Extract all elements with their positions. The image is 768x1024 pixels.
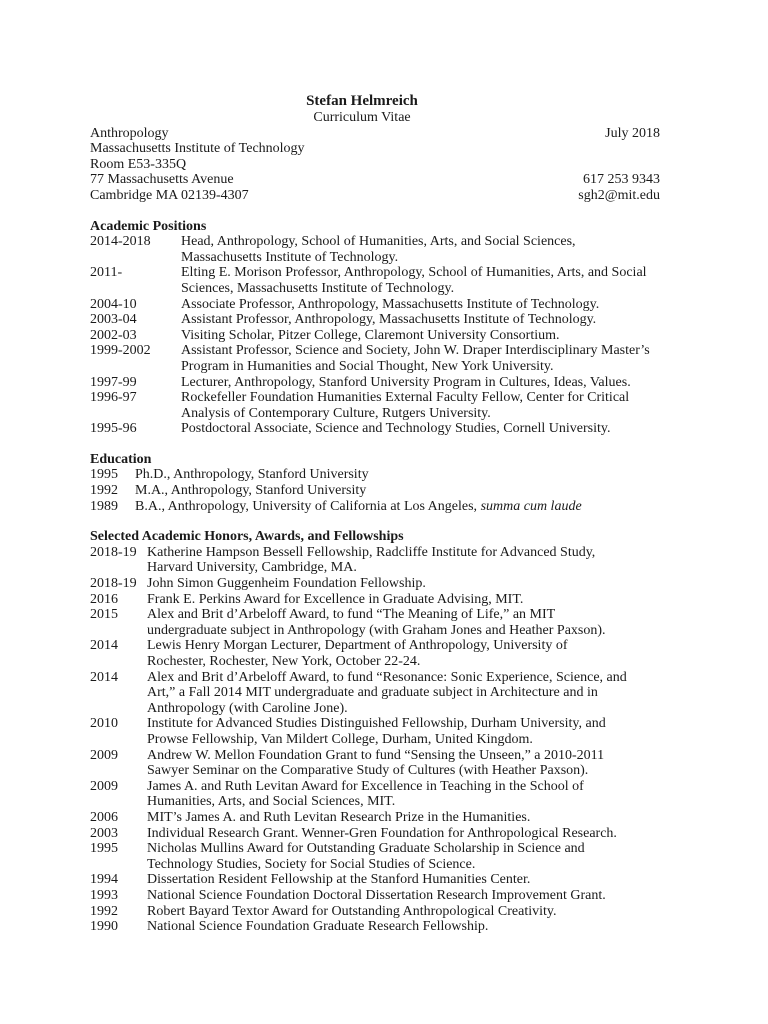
entry-text: [181, 265, 660, 296]
entry-years: 1997-99: [90, 374, 137, 390]
department: Anthropology: [90, 125, 169, 141]
positions-entry: [90, 234, 660, 265]
entry-text: [147, 919, 660, 935]
positions-entry: [90, 328, 660, 344]
entry-line: Head, Anthropology, School of Humanities, Arts, and Social Sciences,: [181, 234, 576, 250]
entry-years: 2010: [90, 716, 118, 732]
entry-line: Art,” a Fall 2014 MIT undergraduate and graduate subject in Architecture and in: [147, 685, 598, 701]
positions-entry: [90, 390, 660, 421]
entry-line: Alex and Brit d’Arbeloff Award, to fund “Resonance: Sonic Experience, Science, and: [147, 669, 627, 685]
entry-line: Postdoctoral Associate, Science and Technology Studies, Cornell University.: [181, 421, 611, 437]
section-title-positions: Academic Positions: [90, 218, 207, 234]
entry-years: 1995: [90, 841, 118, 857]
street: 77 Massachusetts Avenue: [90, 172, 234, 188]
entry-text: [147, 888, 660, 904]
entry-text: [181, 234, 660, 265]
entry-text: [181, 312, 660, 328]
cv-date: July 2018: [605, 125, 660, 141]
honors-entry: [90, 748, 660, 779]
entry-line: Assistant Professor, Science and Society, John W. Draper Interdisciplinary Master’s: [181, 343, 650, 359]
entry-line: Associate Professor, Anthropology, Massachusetts Institute of Technology.: [181, 296, 600, 312]
positions-entry: [90, 343, 660, 374]
entry-line: Visiting Scholar, Pitzer College, Claremont University Consortium.: [181, 327, 560, 343]
entry-years: 1993: [90, 887, 118, 903]
positions-entry: [90, 265, 660, 296]
entry-line: Dissertation Resident Fellowship at the Stanford Humanities Center.: [147, 872, 531, 888]
entry-years: 2014: [90, 669, 118, 685]
entry-years: 2014-2018: [90, 234, 151, 250]
entry-text: [135, 483, 660, 499]
phone: 617 253 9343: [583, 172, 660, 188]
entry-line: Humanities, Arts, and Social Sciences, MIT.: [147, 794, 396, 810]
positions-entry: [90, 312, 660, 328]
entry-line: Elting E. Morison Professor, Anthropology, School of Humanities, Arts, and Social: [181, 265, 647, 281]
entry-line: Technology Studies, Society for Social Studies of Science.: [147, 856, 476, 872]
positions-entry: [90, 421, 660, 437]
degree-honor: summa cum laude: [480, 498, 582, 514]
entry-years: 2011-: [90, 265, 123, 281]
education-list: [90, 467, 660, 514]
positions-list: [90, 234, 660, 437]
entry-text: [147, 826, 660, 842]
degree-text: M.A., Anthropology, Stanford University: [135, 483, 367, 499]
honors-entry: [90, 607, 660, 638]
entry-line: Analysis of Contemporary Culture, Rutgers University.: [181, 405, 491, 421]
entry-years: 2018-19: [90, 576, 137, 592]
entry-text: [147, 576, 660, 592]
honors-entry: [90, 872, 660, 888]
entry-text: [147, 607, 660, 638]
entry-text: [147, 670, 660, 717]
city: Cambridge MA 02139-4307: [90, 187, 249, 203]
entry-line: MIT’s James A. and Ruth Levitan Research Prize in the Humanities.: [147, 809, 531, 825]
honors-entry: [90, 904, 660, 920]
entry-line: Sawyer Seminar on the Comparative Study of Cultures (with Heather Paxson).: [147, 763, 589, 779]
entry-line: Program in Humanities and Social Thought, New York University.: [181, 358, 554, 374]
entry-line: undergraduate subject in Anthropology (with Graham Jones and Heather Paxson).: [147, 622, 606, 638]
entry-text: [147, 716, 660, 747]
honors-entry: [90, 670, 660, 717]
entry-years: 2009: [90, 747, 118, 763]
honors-entry: [90, 810, 660, 826]
entry-text: [147, 904, 660, 920]
contact-row: [90, 188, 660, 204]
cv-name: Stefan Helmreich: [306, 93, 418, 109]
entry-years: 1995-96: [90, 421, 137, 437]
entry-years: 1999-2002: [90, 343, 151, 359]
education-entry: [90, 483, 660, 499]
entry-line: Andrew W. Mellon Foundation Grant to fund “Sensing the Unseen,” a 2010-2011: [147, 747, 605, 763]
entry-years: 1989: [90, 498, 118, 514]
entry-text: [181, 328, 660, 344]
entry-years: 1990: [90, 919, 118, 935]
entry-line: Robert Bayard Textor Award for Outstanding Anthropological Creativity.: [147, 903, 557, 919]
entry-years: 2016: [90, 591, 118, 607]
entry-years: 2015: [90, 607, 118, 623]
positions-entry: [90, 297, 660, 313]
entry-text: [147, 810, 660, 826]
entry-line: Rockefeller Foundation Humanities External Faculty Fellow, Center for Critical: [181, 390, 630, 406]
cv-page: [90, 92, 660, 935]
entry-line: Massachusetts Institute of Technology.: [181, 249, 399, 265]
entry-years: 1996-97: [90, 390, 137, 406]
institution: Massachusetts Institute of Technology: [90, 141, 305, 157]
entry-years: 2014: [90, 638, 118, 654]
entry-years: 2006: [90, 809, 118, 825]
entry-years: 2004-10: [90, 296, 137, 312]
entry-years: 1995: [90, 467, 118, 483]
honors-entry: [90, 716, 660, 747]
entry-line: Institute for Advanced Studies Distinguished Fellowship, Durham University, and: [147, 716, 606, 732]
entry-line: Alex and Brit d’Arbeloff Award, to fund “The Meaning of Life,” an MIT: [147, 607, 556, 623]
entry-text: [147, 872, 660, 888]
entry-text: [147, 638, 660, 669]
entry-text: [181, 375, 660, 391]
entry-years: 2003: [90, 825, 118, 841]
entry-line: National Science Foundation Graduate Research Fellowship.: [147, 919, 489, 935]
entry-text: [147, 841, 660, 872]
entry-line: Nicholas Mullins Award for Outstanding Graduate Scholarship in Science and: [147, 841, 585, 857]
entry-years: 1994: [90, 872, 118, 888]
section-title-honors: Selected Academic Honors, Awards, and Fellowships: [90, 529, 404, 545]
entry-text: [181, 297, 660, 313]
entry-text: [147, 779, 660, 810]
cv-subtitle: Curriculum Vitae: [313, 110, 411, 125]
entry-years: 2003-04: [90, 312, 137, 328]
honors-entry: [90, 779, 660, 810]
room: Room E53-335Q: [90, 156, 187, 172]
honors-entry: [90, 638, 660, 669]
contact-row: [90, 172, 660, 188]
entry-text: [135, 467, 660, 483]
entry-line: John Simon Guggenheim Foundation Fellowship.: [147, 576, 426, 592]
education-entry: [90, 467, 660, 483]
entry-years: 1992: [90, 903, 118, 919]
honors-entry: [90, 826, 660, 842]
entry-years: 2002-03: [90, 327, 137, 343]
entry-line: Anthropology (with Caroline Jone).: [147, 700, 348, 716]
honors-entry: [90, 592, 660, 608]
honors-entry: [90, 545, 660, 576]
entry-text: [181, 343, 660, 374]
honors-list: [90, 545, 660, 935]
honors-entry: [90, 888, 660, 904]
entry-line: Harvard University, Cambridge, MA.: [147, 560, 357, 576]
entry-text: [147, 748, 660, 779]
entry-line: Prowse Fellowship, Van Mildert College, Durham, United Kingdom.: [147, 731, 533, 747]
entry-text: [181, 421, 660, 437]
entry-text: [135, 499, 660, 515]
entry-line: Rochester, Rochester, New York, October 22-24.: [147, 654, 421, 669]
entry-line: Sciences, Massachusetts Institute of Technology.: [181, 280, 455, 296]
degree-text: Ph.D., Anthropology, Stanford University: [135, 467, 369, 483]
entry-line: Katherine Hampson Bessell Fellowship, Radcliffe Institute for Advanced Study,: [147, 544, 596, 560]
email: sgh2@mit.edu: [578, 187, 660, 203]
entry-text: [147, 545, 660, 576]
contact-block: [90, 126, 660, 204]
positions-entry: [90, 375, 660, 391]
contact-row: [90, 126, 660, 142]
entry-text: [147, 592, 660, 608]
entry-line: Frank E. Perkins Award for Excellence in Graduate Advising, MIT.: [147, 591, 524, 607]
entry-line: James A. and Ruth Levitan Award for Excellence in Teaching in the School of: [147, 778, 584, 794]
entry-text: [181, 390, 660, 421]
entry-years: 1992: [90, 483, 118, 499]
entry-line: National Science Foundation Doctoral Dissertation Research Improvement Grant.: [147, 887, 606, 903]
honors-entry: [90, 841, 660, 872]
education-entry: [90, 499, 660, 515]
entry-years: 2018-19: [90, 544, 137, 560]
honors-entry: [90, 576, 660, 592]
section-title-education: Education: [90, 451, 152, 467]
entry-line: Assistant Professor, Anthropology, Massachusetts Institute of Technology.: [181, 312, 597, 328]
entry-years: 2009: [90, 778, 118, 794]
honors-entry: [90, 919, 660, 935]
entry-line: Individual Research Grant. Wenner-Gren Foundation for Anthropological Research.: [147, 825, 617, 841]
entry-line: Lewis Henry Morgan Lecturer, Department of Anthropology, University of: [147, 638, 568, 654]
entry-line: Lecturer, Anthropology, Stanford University Program in Cultures, Ideas, Values.: [181, 374, 631, 390]
degree-text: B.A., Anthropology, University of California at Los Angeles,: [135, 498, 481, 514]
